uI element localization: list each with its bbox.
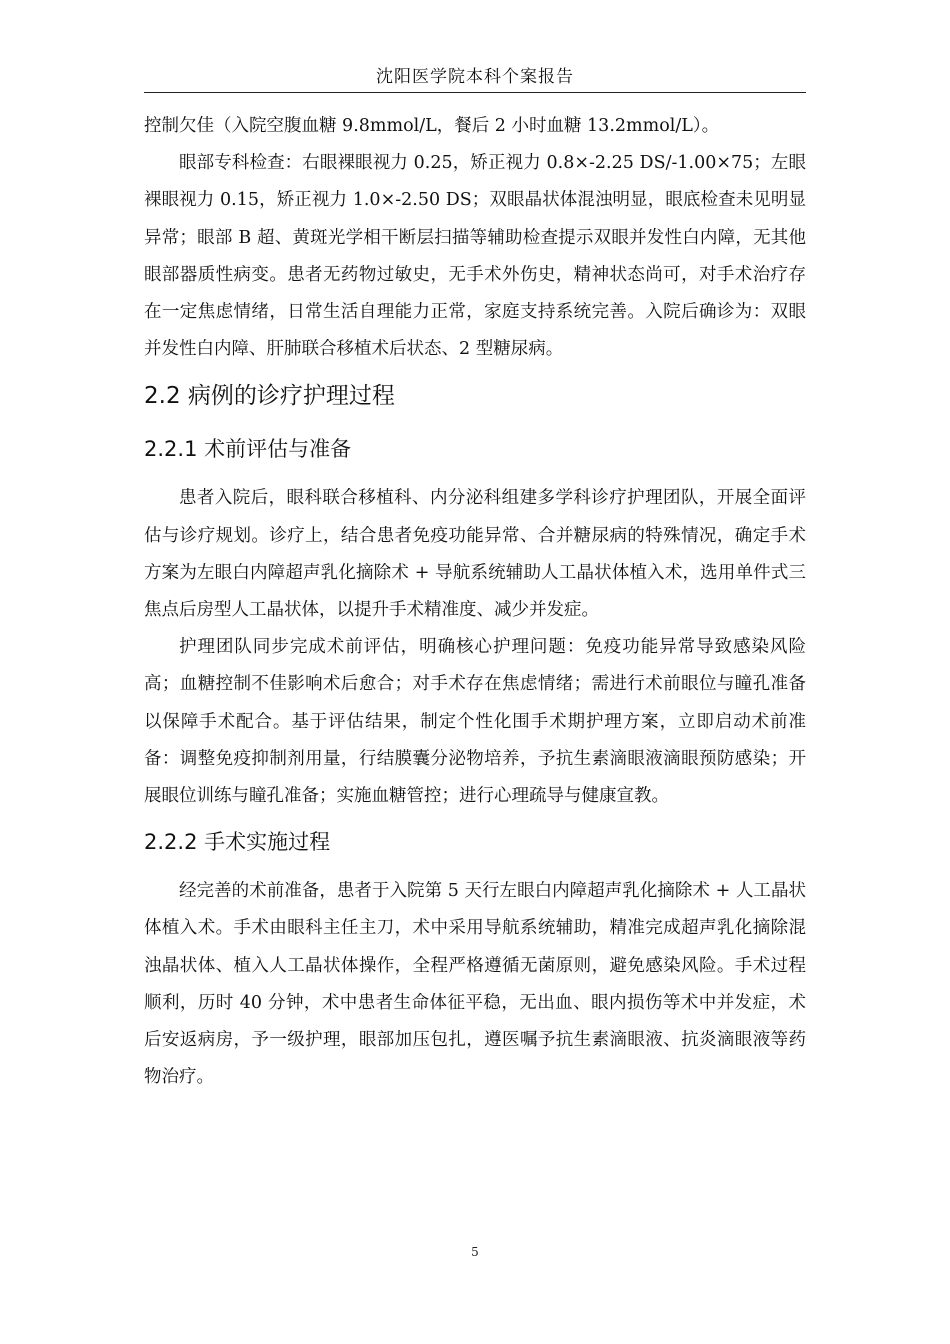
paragraph-surgery: 经完善的术前准备，患者于入院第 5 天行左眼白内障超声乳化摘除术 + 人工晶状体植入术。手术由眼科主任主刀，术中采用导航系统辅助，精准完成超声乳化摘除混浊晶状体、植入人工晶状体操作，全程严格遵循无菌原则，避免感染风险。手术过程顺利，历时 40 分钟，术中患者生命体征平稳，无出血、眼内损伤等术中并发症，术后安返病房，予一级护理，眼部加压包扎，遵医嘱予抗生素滴眼液、抗炎滴眼液等药物治疗。 [144,881,806,1088]
page-number: 5 [471,1245,479,1259]
paragraph-eye-exam: 眼部专科检查：右眼裸眼视力 0.25，矫正视力 0.8×-2.25 DS/-1.00×75；左眼裸眼视力 0.15，矫正视力 1.0×-2.50 DS；双眼晶状体混浊明显，眼底检查未见明显异常；眼部 B 超、黄斑光学相干断层扫描等辅助检查提示双眼并发性白内障，无其他眼部器质性病变。患者无药物过敏史，无手术外伤史，精神状态尚可，对手术治疗存在一定焦虑情绪，日常生活自理能力正常，家庭支持系统完善。入院后确诊为：双眼并发性白内障、肝肺联合移植术后状态、2 型糖尿病。 [144,153,806,360]
section-heading-2-2-1: 2.2.1 术前评估与准备 [144,437,352,462]
header-divider [144,92,806,93]
document-body [144,108,806,1096]
section-heading-2-2-2: 2.2.2 手术实施过程 [144,830,331,855]
page-header-title: 沈阳医学院本科个案报告 [376,67,574,87]
paragraph-preop-nursing: 护理团队同步完成术前评估，明确核心护理问题：免疫功能异常导致感染风险高；血糖控制不佳影响术后愈合；对手术存在焦虑情绪；需进行术前眼位与瞳孔准备以保障手术配合。基于评估结果，制定个性化围手术期护理方案，立即启动术前准备：调整免疫抑制剂用量，行结膜囊分泌物培养，予抗生素滴眼液滴眼预防感染；开展眼位训练与瞳孔准备；实施血糖管控；进行心理疏导与健康宣教。 [144,637,806,807]
paragraph-intro-end: 控制欠佳（入院空腹血糖 9.8mmol/L，餐后 2 小时血糖 13.2mmol/L）。 [144,116,720,136]
section-heading-2-2: 2.2 病例的诊疗护理过程 [144,383,395,410]
paragraph-preop-planning: 患者入院后，眼科联合移植科、内分泌科组建多学科诊疗护理团队，开展全面评估与诊疗规划。诊疗上，结合患者免疫功能异常、合并糖尿病的特殊情况，确定手术方案为左眼白内障超声乳化摘除术 + 导航系统辅助人工晶状体植入术，选用单件式三焦点后房型人工晶状体，以提升手术精准度、减少并发症。 [144,488,806,621]
